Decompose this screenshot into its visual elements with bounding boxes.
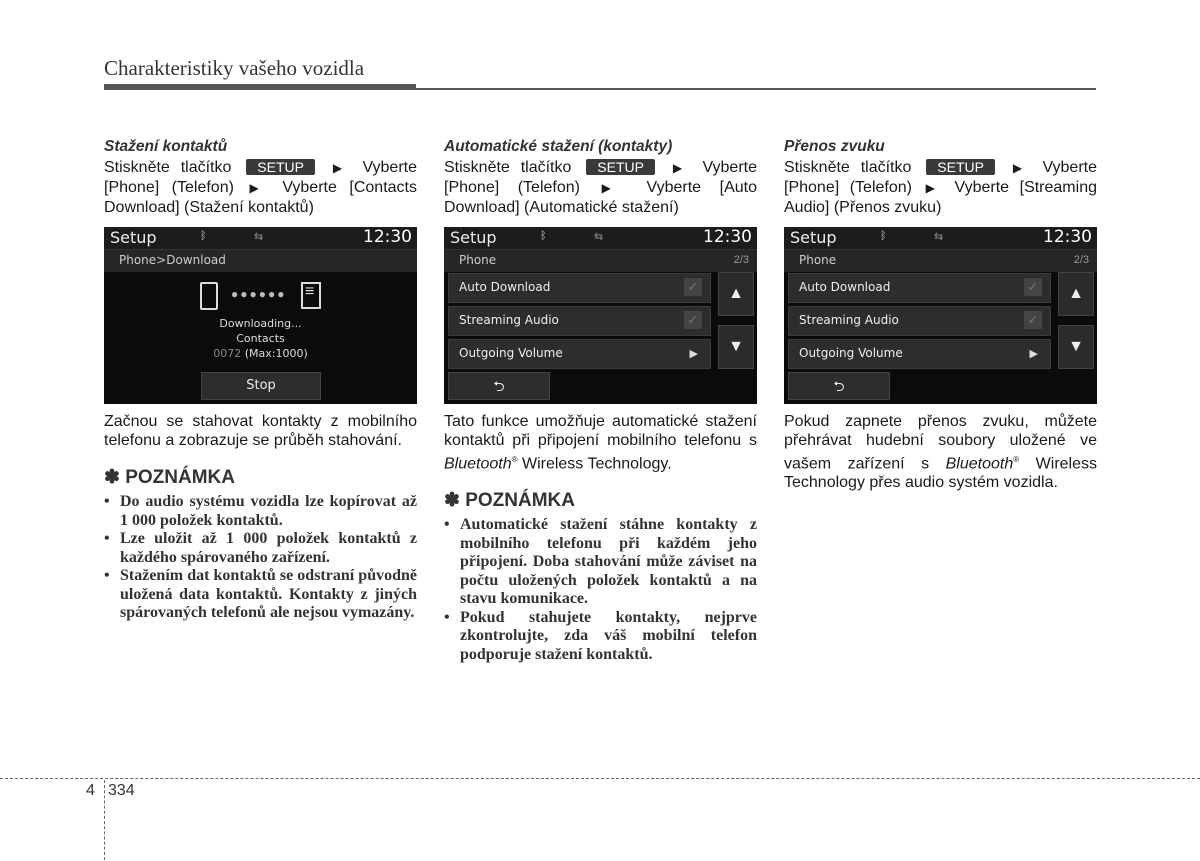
row-label: Outgoing Volume [459, 346, 563, 360]
checkbox-icon[interactable]: ✓ [684, 311, 702, 329]
note-heading: ✽ POZNÁMKA [444, 490, 575, 512]
screen-status-bar [784, 227, 1097, 250]
section-subtitle: Stažení kontaktů [104, 138, 228, 155]
column-streaming-audio [784, 138, 1097, 492]
phone-icon [200, 282, 218, 310]
note-item: • Pokud stahujete kontakty, nejprve zkontrolujte, zda váš mobilní telefon podporuje stažení kontaktů. [444, 609, 757, 665]
scroll-down-button[interactable]: ▼ [1058, 325, 1094, 369]
checkbox-icon[interactable]: ✓ [1024, 311, 1042, 329]
note-item: • Lze uložit až 1 000 položek kontaktů z každého spárovaného zařízení. [104, 530, 417, 567]
page-header-title: Charakteristiky vašeho vozidla [104, 56, 365, 80]
usb-icon: ⇆ [594, 231, 604, 243]
menu-row-streaming-audio[interactable] [788, 306, 1051, 336]
screen-breadcrumb-bar [104, 250, 417, 272]
instruction-text: Stiskněte tlačítko SETUP ▶ Vyberte [Phone] (Telefon) ▶ Vyberte [Streaming Audio] (Přenos zvuku) [784, 159, 1097, 216]
arrow-right-icon: ▶ [925, 181, 941, 195]
scroll-down-button[interactable]: ▼ [718, 325, 754, 369]
chapter-number: 4 [86, 782, 95, 799]
arrow-right-icon: ▶ [332, 161, 349, 175]
checkbox-icon[interactable]: ✓ [684, 278, 702, 296]
instruction-text: Stiskněte tlačítko SETUP ▶ Vyberte [Phone] (Telefon) ▶ Vyberte [Contacts Download] (Stažení kontaktů) [104, 159, 417, 216]
chevron-right-icon: ▶ [1029, 348, 1038, 360]
menu-row-auto-download[interactable] [448, 273, 711, 303]
menu-row-outgoing-volume[interactable] [448, 339, 711, 369]
screen-sub-bar [784, 250, 1097, 272]
instruction-text: Stiskněte tlačítko SETUP ▶ Vyberte [Phone] (Telefon) ▶ Vyberte [Auto Download] (Automatické stažení) [444, 159, 757, 216]
row-label: Streaming Audio [799, 313, 899, 327]
menu-row-outgoing-volume[interactable] [788, 339, 1051, 369]
note-list [104, 493, 417, 623]
screen-sub-title: Phone [799, 253, 837, 267]
screen-phone-settings [444, 227, 757, 404]
arrow-right-icon: ▶ [249, 181, 267, 195]
screen-sub-title: Phone [459, 253, 497, 267]
screen-download [104, 227, 417, 404]
screen-title: Setup [450, 228, 497, 247]
screen-phone-settings [784, 227, 1097, 404]
note-item: • Automatické stažení stáhne kontakty z mobilního telefonu při každém jeho připojení. Doba stahování může záviset na počtu uložených položek kontaktů a na stavu komunikace. [444, 516, 757, 609]
section-subtitle: Přenos zvuku [784, 138, 885, 155]
screen-breadcrumb: Phone>Download [119, 253, 226, 267]
screen-time: 12:30 [703, 227, 752, 247]
menu-row-auto-download[interactable] [788, 273, 1051, 303]
column-contacts-download [104, 138, 417, 623]
count-text: 0072 (Max:1000) [213, 347, 308, 360]
screen-status-bar [444, 227, 757, 250]
screen-title: Setup [110, 228, 157, 247]
footer-vertical-rule [104, 780, 105, 860]
screen-title: Setup [790, 228, 837, 247]
screen-page-indicator: 2/3 [1073, 254, 1089, 266]
bluetooth-icon: ᛒ [540, 230, 547, 242]
progress-dots-icon: ●●●●●● [231, 287, 287, 301]
column-auto-download [444, 138, 757, 664]
arrow-right-icon: ▶ [672, 161, 689, 175]
row-label: Auto Download [459, 280, 551, 294]
menu-row-streaming-audio[interactable] [448, 306, 711, 336]
note-item: • Do audio systému vozidla lze kopírovat až 1 000 položek kontaktů. [104, 493, 417, 530]
note-list [444, 516, 757, 664]
contacts-text: Contacts [236, 332, 285, 345]
scroll-up-button[interactable]: ▲ [1058, 272, 1094, 316]
back-button[interactable]: ⮌ [448, 372, 550, 400]
header-rule-thick [104, 84, 416, 90]
usb-icon: ⇆ [254, 231, 264, 243]
arrow-right-icon: ▶ [601, 181, 625, 195]
downloading-text: Downloading... [219, 317, 302, 330]
row-label: Streaming Audio [459, 313, 559, 327]
bluetooth-icon: ᛒ [880, 230, 887, 242]
screen-time: 12:30 [1043, 227, 1092, 247]
page-number: 334 [108, 782, 135, 799]
contacts-list-icon [301, 282, 321, 309]
description-paragraph: Pokud zapnete přenos zvuku, můžete přehrávat hudební soubory uložené ve vašem zařízení s Bluetooth® Wireless Technology přes audio systém vozidla. [784, 413, 1097, 492]
screen-status-bar [104, 227, 417, 250]
section-subtitle: Automatické stažení (kontakty) [444, 138, 673, 155]
scroll-up-button[interactable]: ▲ [718, 272, 754, 316]
row-label: Outgoing Volume [799, 346, 903, 360]
back-button[interactable]: ⮌ [788, 372, 890, 400]
description-paragraph: Začnou se stahovat kontakty z mobilního telefonu a zobrazuje se průběh stahování. [104, 413, 417, 449]
checkbox-icon[interactable]: ✓ [1024, 278, 1042, 296]
setup-button-label: SETUP [926, 159, 995, 175]
setup-button-label: SETUP [246, 159, 315, 175]
row-label: Auto Download [799, 280, 891, 294]
setup-button-label: SETUP [586, 159, 655, 175]
screen-page-indicator: 2/3 [733, 254, 749, 266]
stop-button[interactable]: Stop [201, 372, 321, 400]
note-heading: ✽ POZNÁMKA [104, 467, 235, 488]
screen-sub-bar [444, 250, 757, 272]
usb-icon: ⇆ [934, 231, 944, 243]
arrow-right-icon: ▶ [1012, 161, 1029, 175]
chevron-right-icon: ▶ [689, 348, 698, 360]
description-paragraph: Tato funkce umožňuje automatické stažení kontaktů při připojení mobilního telefonu s Bluetooth® Wireless Technology. [444, 413, 757, 473]
footer-dashed-rule [0, 778, 1200, 779]
note-item: • Stažením dat kontaktů se odstraní původně uložená data kontaktů. Kontakty z jiných spárovaných telefonů ale nejsou vymazány. [104, 567, 417, 623]
bluetooth-icon: ᛒ [200, 230, 207, 242]
header-rule-thin [416, 88, 1096, 90]
screen-time: 12:30 [363, 227, 412, 247]
